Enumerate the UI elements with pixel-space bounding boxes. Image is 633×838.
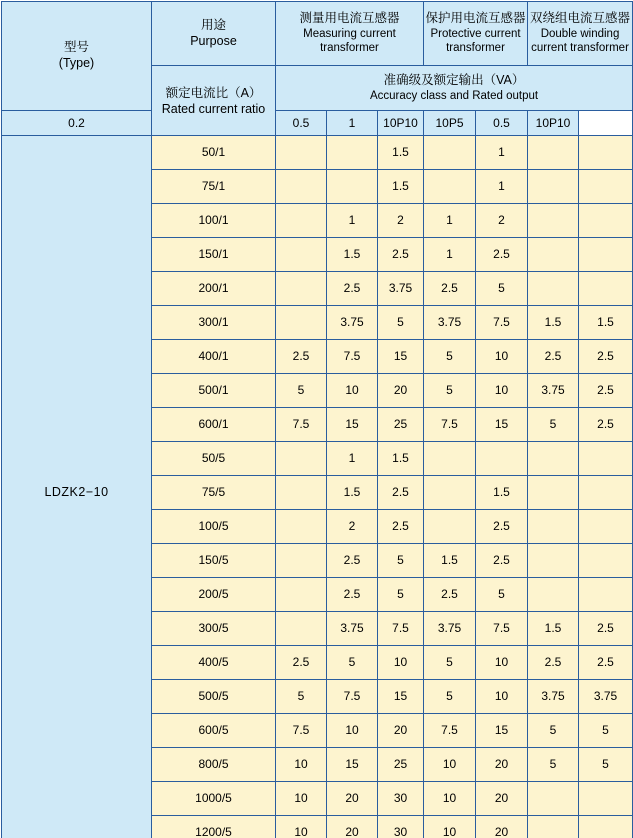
header-row-groups — [2, 2, 633, 66]
output-value-cell: 2.5 — [476, 544, 528, 578]
output-value-cell: 1.5 — [579, 306, 633, 340]
header-purpose-en: Purpose — [190, 33, 237, 48]
output-value-cell — [424, 170, 476, 204]
output-value-cell: 3.75 — [579, 680, 633, 714]
output-value-cell: 10 — [476, 646, 528, 680]
rated-current-ratio-cell: 1000/5 — [152, 782, 276, 816]
output-value-cell — [528, 170, 579, 204]
header-group-double-winding-cn: 双绕组电流互感器 — [530, 11, 631, 26]
rated-current-ratio-cell: 75/5 — [152, 476, 276, 510]
output-value-cell: 2.5 — [378, 476, 424, 510]
output-value-cell: 5 — [327, 646, 378, 680]
output-value-cell — [579, 544, 633, 578]
output-value-cell: 2.5 — [579, 374, 633, 408]
rated-current-ratio-cell: 400/1 — [152, 340, 276, 374]
header-ratio-cn: 额定电流比（A） — [165, 85, 262, 100]
output-value-cell: 1.5 — [378, 442, 424, 476]
header-class-6: 10P10 — [528, 111, 579, 136]
output-value-cell — [528, 510, 579, 544]
header-purpose-cn: 用途 — [200, 17, 226, 32]
output-value-cell — [528, 238, 579, 272]
output-value-cell: 20 — [327, 782, 378, 816]
output-value-cell — [528, 544, 579, 578]
output-value-cell: 10 — [476, 680, 528, 714]
output-value-cell: 15 — [327, 748, 378, 782]
output-value-cell: 30 — [378, 816, 424, 838]
output-value-cell — [579, 272, 633, 306]
rated-current-ratio-cell: 500/5 — [152, 680, 276, 714]
rated-current-ratio-cell: 300/5 — [152, 612, 276, 646]
rated-current-ratio-cell: 1200/5 — [152, 816, 276, 838]
output-value-cell: 5 — [276, 680, 327, 714]
header-group-measuring-en: Measuring current transformer — [303, 27, 396, 55]
output-value-cell — [579, 816, 633, 838]
output-value-cell: 1 — [424, 204, 476, 238]
output-value-cell: 5 — [528, 408, 579, 442]
header-group-protective — [424, 2, 528, 66]
output-value-cell: 5 — [528, 748, 579, 782]
output-value-cell — [579, 204, 633, 238]
output-value-cell: 3.75 — [424, 306, 476, 340]
output-value-cell: 7.5 — [378, 612, 424, 646]
output-value-cell: 2.5 — [276, 340, 327, 374]
rated-current-ratio-cell: 100/1 — [152, 204, 276, 238]
output-value-cell — [579, 782, 633, 816]
table-header — [2, 2, 633, 136]
header-purpose — [152, 2, 276, 66]
header-row-classes — [2, 111, 633, 136]
header-rated-current-ratio — [152, 66, 276, 136]
output-value-cell: 7.5 — [327, 680, 378, 714]
rated-current-ratio-cell: 50/5 — [152, 442, 276, 476]
rated-current-ratio-cell: 600/5 — [152, 714, 276, 748]
output-value-cell: 1 — [476, 170, 528, 204]
output-value-cell — [579, 238, 633, 272]
header-group-measuring — [276, 2, 424, 66]
output-value-cell: 5 — [378, 578, 424, 612]
output-value-cell: 15 — [476, 714, 528, 748]
output-value-cell: 2 — [476, 204, 528, 238]
output-value-cell: 2.5 — [528, 646, 579, 680]
rated-current-ratio-cell: 500/1 — [152, 374, 276, 408]
header-group-protective-en: Protective current transformer — [430, 27, 521, 55]
output-value-cell: 5 — [476, 578, 528, 612]
rated-current-ratio-cell: 200/5 — [152, 578, 276, 612]
output-value-cell: 7.5 — [424, 408, 476, 442]
header-class-5: 0.5 — [476, 111, 528, 136]
header-type-cn: 型号 — [63, 40, 89, 55]
output-value-cell — [528, 816, 579, 838]
header-group-double-winding-en: Double winding current transformer — [531, 27, 629, 55]
specification-table — [1, 1, 633, 838]
output-value-cell: 1 — [327, 204, 378, 238]
rated-current-ratio-cell: 100/5 — [152, 510, 276, 544]
output-value-cell: 5 — [378, 306, 424, 340]
output-value-cell — [276, 136, 327, 170]
output-value-cell — [276, 238, 327, 272]
output-value-cell — [424, 442, 476, 476]
output-value-cell: 5 — [476, 272, 528, 306]
output-value-cell: 5 — [424, 646, 476, 680]
output-value-cell: 2.5 — [579, 340, 633, 374]
output-value-cell: 5 — [276, 374, 327, 408]
output-value-cell: 20 — [476, 782, 528, 816]
output-value-cell: 5 — [424, 340, 476, 374]
output-value-cell: 5 — [579, 714, 633, 748]
output-value-cell: 1.5 — [327, 476, 378, 510]
output-value-cell: 10 — [276, 748, 327, 782]
output-value-cell: 7.5 — [476, 306, 528, 340]
output-value-cell: 1.5 — [528, 306, 579, 340]
output-value-cell: 20 — [327, 816, 378, 838]
output-value-cell: 5 — [378, 544, 424, 578]
output-value-cell: 10 — [476, 340, 528, 374]
output-value-cell: 10 — [424, 782, 476, 816]
header-accuracy-cn: 准确级及额定输出（VA） — [383, 73, 525, 87]
rated-current-ratio-cell: 50/1 — [152, 136, 276, 170]
output-value-cell: 20 — [476, 816, 528, 838]
output-value-cell: 20 — [476, 748, 528, 782]
output-value-cell: 10 — [327, 714, 378, 748]
output-value-cell: 10 — [276, 782, 327, 816]
output-value-cell: 2.5 — [424, 578, 476, 612]
output-value-cell: 20 — [378, 374, 424, 408]
output-value-cell: 5 — [424, 680, 476, 714]
output-value-cell — [528, 442, 579, 476]
output-value-cell: 2.5 — [327, 578, 378, 612]
output-value-cell: 7.5 — [327, 340, 378, 374]
output-value-cell: 3.75 — [528, 680, 579, 714]
output-value-cell: 1.5 — [424, 544, 476, 578]
output-value-cell: 5 — [579, 748, 633, 782]
output-value-cell: 20 — [378, 714, 424, 748]
rated-current-ratio-cell: 150/5 — [152, 544, 276, 578]
output-value-cell — [528, 578, 579, 612]
header-ratio-en: Rated current ratio — [161, 101, 266, 116]
header-class-1: 0.5 — [276, 111, 327, 136]
output-value-cell: 10 — [327, 374, 378, 408]
output-value-cell: 1.5 — [476, 476, 528, 510]
output-value-cell: 15 — [476, 408, 528, 442]
output-value-cell: 2 — [378, 204, 424, 238]
output-value-cell: 15 — [327, 408, 378, 442]
output-value-cell: 10 — [476, 374, 528, 408]
output-value-cell: 2.5 — [424, 272, 476, 306]
output-value-cell: 25 — [378, 748, 424, 782]
output-value-cell: 3.75 — [327, 612, 378, 646]
output-value-cell — [276, 578, 327, 612]
output-value-cell — [276, 476, 327, 510]
output-value-cell: 2.5 — [327, 272, 378, 306]
output-value-cell: 7.5 — [276, 714, 327, 748]
output-value-cell — [528, 272, 579, 306]
output-value-cell: 7.5 — [276, 408, 327, 442]
output-value-cell: 7.5 — [424, 714, 476, 748]
output-value-cell: 2.5 — [476, 238, 528, 272]
output-value-cell — [276, 442, 327, 476]
output-value-cell: 3.75 — [528, 374, 579, 408]
output-value-cell — [424, 136, 476, 170]
output-value-cell: 2.5 — [528, 340, 579, 374]
output-value-cell: 10 — [424, 748, 476, 782]
output-value-cell — [276, 170, 327, 204]
output-value-cell — [276, 272, 327, 306]
output-value-cell — [579, 510, 633, 544]
output-value-cell: 2.5 — [579, 612, 633, 646]
rated-current-ratio-cell: 200/1 — [152, 272, 276, 306]
output-value-cell — [276, 544, 327, 578]
output-value-cell: 1.5 — [378, 170, 424, 204]
output-value-cell: 1 — [424, 238, 476, 272]
output-value-cell: 1.5 — [528, 612, 579, 646]
output-value-cell — [276, 510, 327, 544]
output-value-cell: 1.5 — [327, 238, 378, 272]
output-value-cell: 1.5 — [378, 136, 424, 170]
output-value-cell: 1 — [476, 136, 528, 170]
output-value-cell — [424, 510, 476, 544]
rated-current-ratio-cell: 600/1 — [152, 408, 276, 442]
output-value-cell: 2.5 — [579, 646, 633, 680]
output-value-cell: 2.5 — [476, 510, 528, 544]
output-value-cell: 3.75 — [424, 612, 476, 646]
output-value-cell: 7.5 — [476, 612, 528, 646]
rated-current-ratio-cell: 800/5 — [152, 748, 276, 782]
header-type — [2, 2, 152, 111]
header-group-protective-cn: 保护用电流互感器 — [425, 11, 526, 26]
output-value-cell: 30 — [378, 782, 424, 816]
table-row — [2, 136, 633, 170]
rated-current-ratio-cell: 150/1 — [152, 238, 276, 272]
output-value-cell — [528, 782, 579, 816]
output-value-cell: 2.5 — [276, 646, 327, 680]
output-value-cell: 2.5 — [327, 544, 378, 578]
output-value-cell — [528, 204, 579, 238]
output-value-cell: 15 — [378, 340, 424, 374]
output-value-cell: 5 — [528, 714, 579, 748]
output-value-cell — [276, 204, 327, 238]
output-value-cell — [528, 476, 579, 510]
output-value-cell: 25 — [378, 408, 424, 442]
output-value-cell: 3.75 — [378, 272, 424, 306]
header-type-en: (Type) — [58, 56, 95, 70]
output-value-cell — [276, 306, 327, 340]
header-class-0: 0.2 — [2, 111, 152, 136]
rated-current-ratio-cell: 300/1 — [152, 306, 276, 340]
header-group-double-winding — [528, 2, 633, 66]
output-value-cell: 1 — [327, 442, 378, 476]
output-value-cell — [424, 476, 476, 510]
output-value-cell — [579, 170, 633, 204]
header-class-2: 1 — [327, 111, 378, 136]
output-value-cell: 2.5 — [378, 510, 424, 544]
header-group-measuring-cn: 测量用电流互感器 — [299, 11, 400, 26]
output-value-cell — [327, 170, 378, 204]
output-value-cell: 10 — [276, 816, 327, 838]
output-value-cell — [276, 612, 327, 646]
header-accuracy-class — [276, 66, 633, 111]
output-value-cell: 5 — [424, 374, 476, 408]
output-value-cell — [476, 442, 528, 476]
output-value-cell — [528, 136, 579, 170]
rated-current-ratio-cell: 75/1 — [152, 170, 276, 204]
model-type-cell: LDZK2−10 — [2, 136, 152, 838]
output-value-cell — [579, 136, 633, 170]
output-value-cell: 3.75 — [327, 306, 378, 340]
output-value-cell — [579, 578, 633, 612]
output-value-cell — [579, 476, 633, 510]
output-value-cell: 2.5 — [378, 238, 424, 272]
output-value-cell: 15 — [378, 680, 424, 714]
header-accuracy-en: Accuracy class and Rated output — [369, 89, 539, 102]
output-value-cell — [579, 442, 633, 476]
header-class-4: 10P5 — [424, 111, 476, 136]
output-value-cell: 2.5 — [579, 408, 633, 442]
output-value-cell: 10 — [424, 816, 476, 838]
rated-current-ratio-cell: 400/5 — [152, 646, 276, 680]
table-body — [2, 136, 633, 838]
output-value-cell: 2 — [327, 510, 378, 544]
output-value-cell — [327, 136, 378, 170]
header-class-3: 10P10 — [378, 111, 424, 136]
output-value-cell: 10 — [378, 646, 424, 680]
